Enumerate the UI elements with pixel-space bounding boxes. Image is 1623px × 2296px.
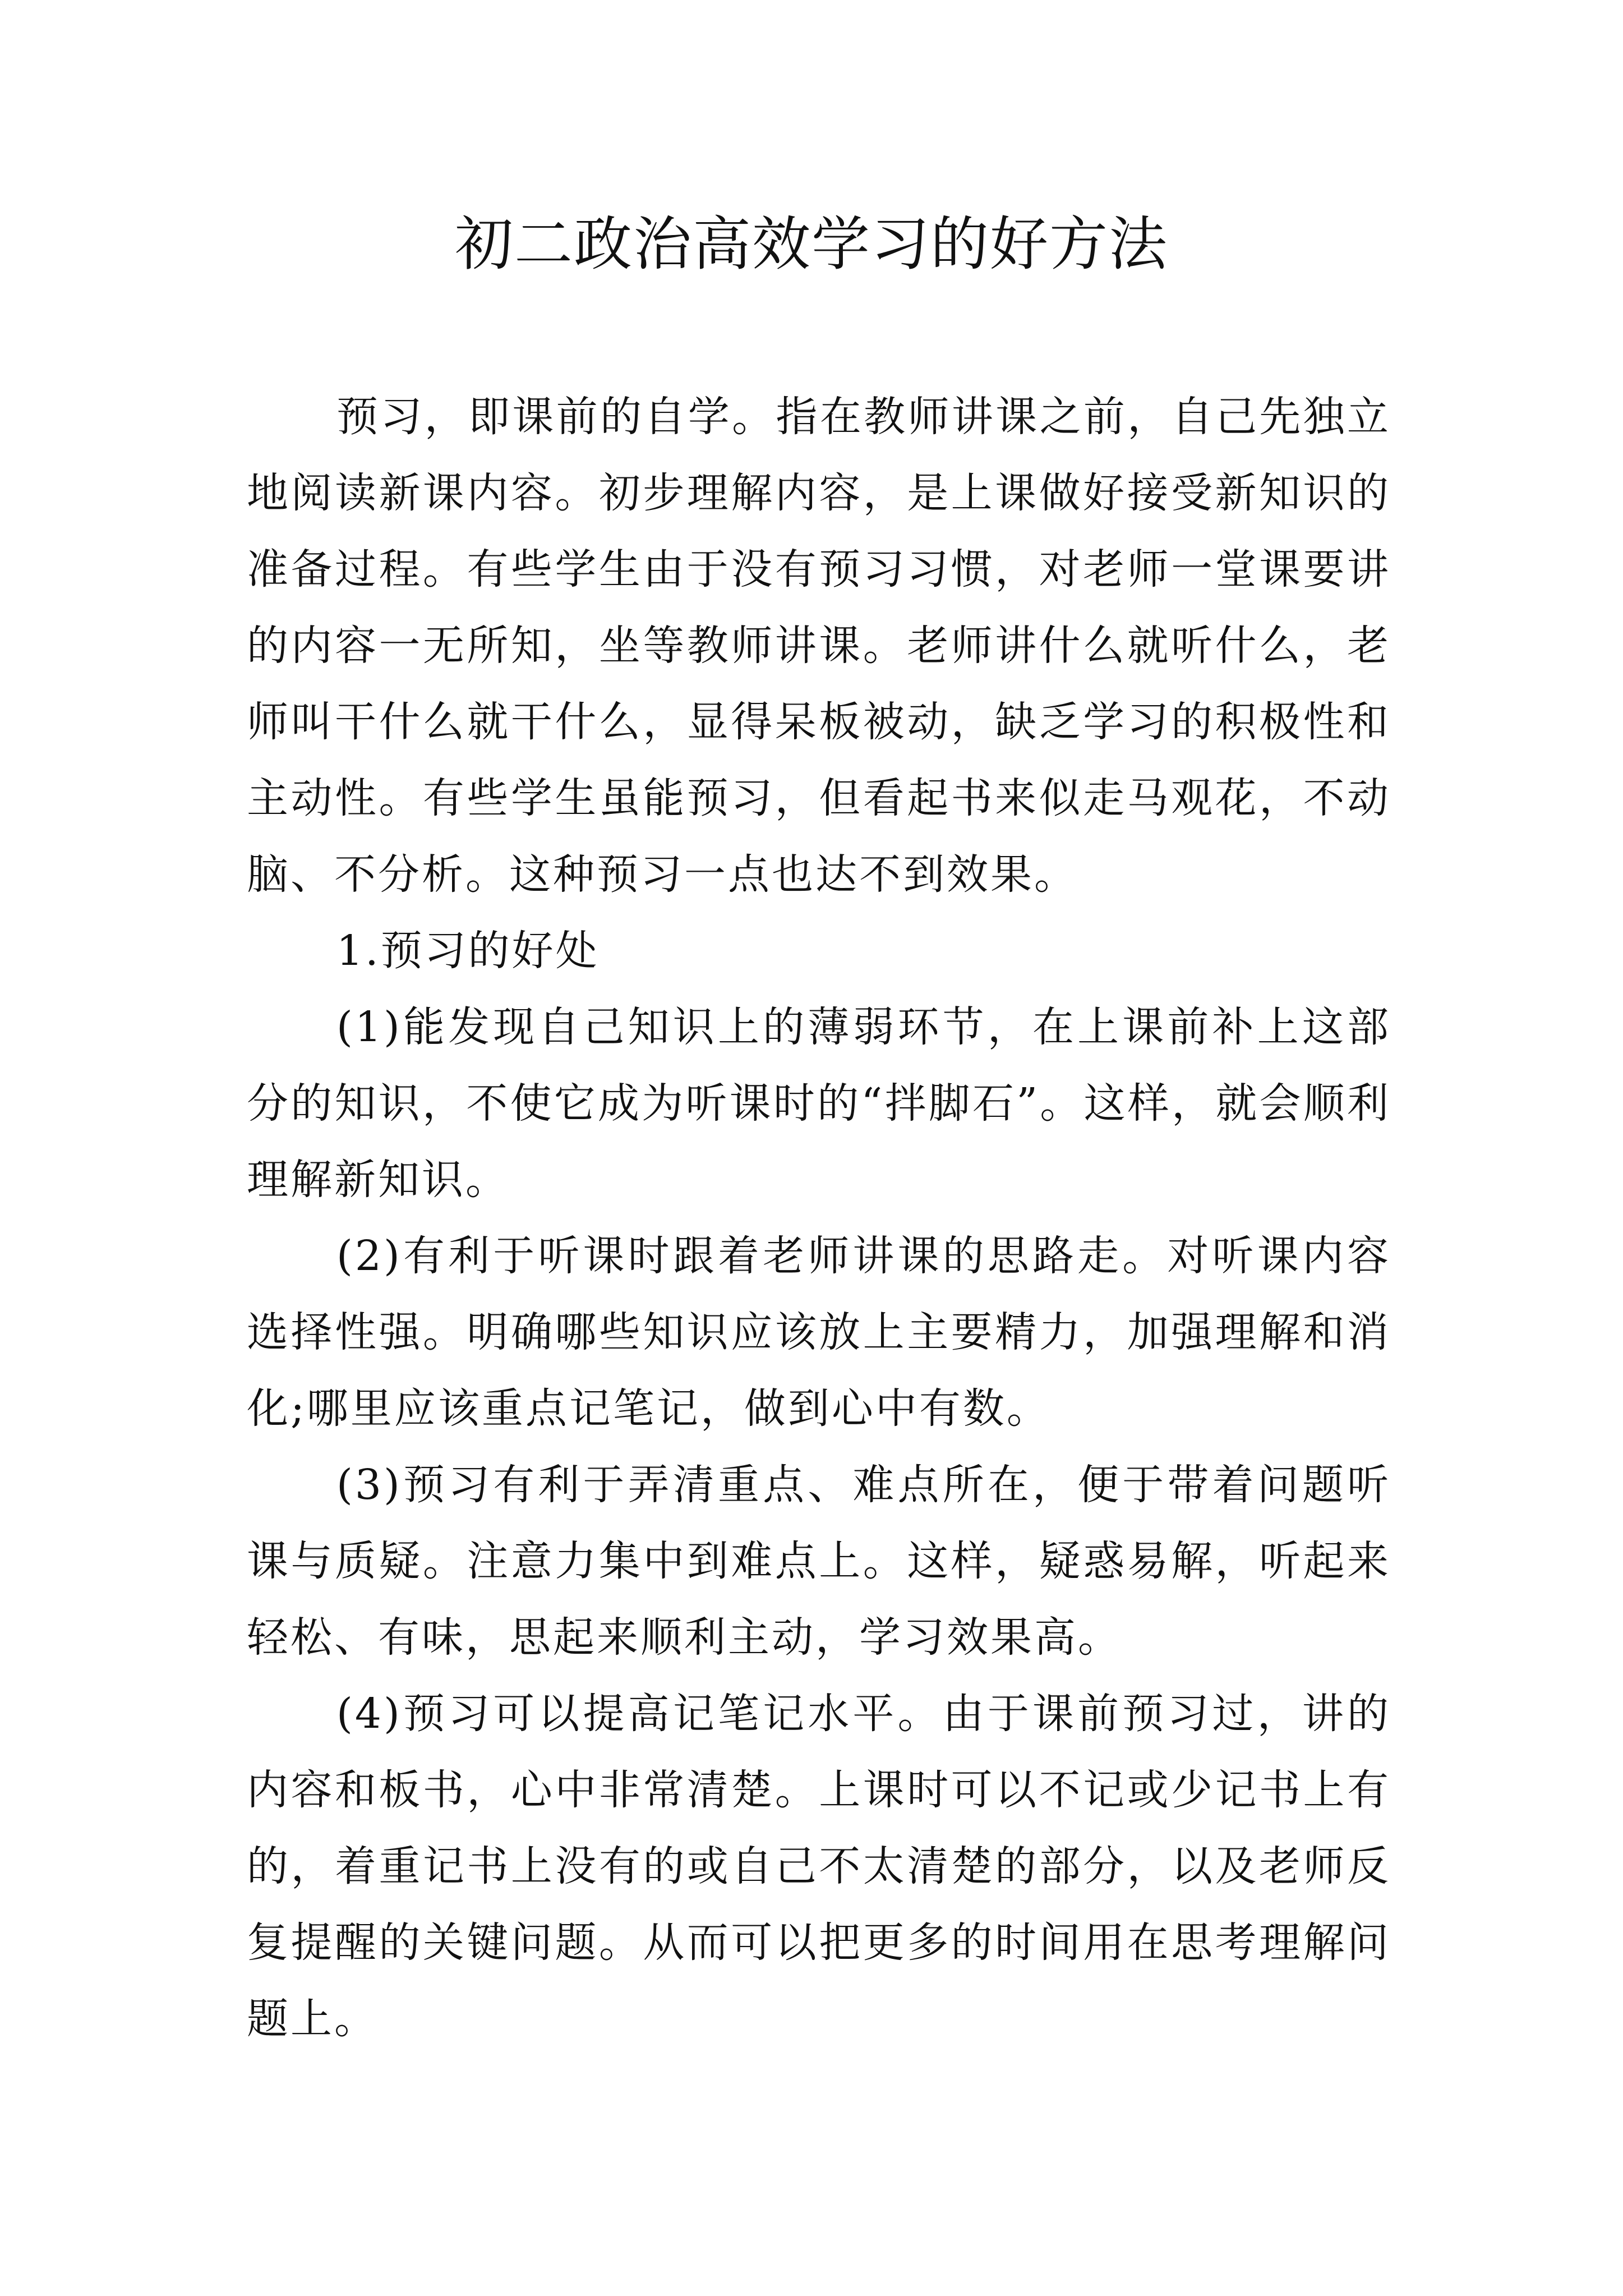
paragraph-benefit-4: (4)预习可以提高记笔记水平。由于课前预习过，讲的内容和板书，心中非常清楚。上课时可以不记或少记书上有的，着重记书上没有的或自己不太清楚的部分，以及老师反复提醒的关键问题。从而可以把更多的时间用在思考理解问题上。 <box>247 1690 1391 2043</box>
paragraph-benefit-1: (1)能发现自己知识上的薄弱环节，在上课前补上这部分的知识，不使它成为听课时的“拌脚石”。这样，就会顺利理解新知识。 <box>247 1003 1391 1204</box>
document-body <box>247 379 1391 2057</box>
paragraph-benefit-2: (2)有利于听课时跟着老师讲课的思路走。对听课内容选择性强。明确哪些知识应该放上主要精力，加强理解和消化;哪里应该重点记笔记，做到心中有数。 <box>247 1232 1391 1433</box>
section-heading-preview-benefits: 1.预习的好处 <box>336 927 600 975</box>
paragraph-intro: 预习，即课前的自学。指在教师讲课之前，自己先独立地阅读新课内容。初步理解内容，是上课做好接受新知识的准备过程。有些学生由于没有预习习惯，对老师一堂课要讲的内容一无所知，坐等教师讲课。老师讲什么就听什么，老师叫干什么就干什么，显得呆板被动，缺乏学习的积极性和主动性。有些学生虽能预习，但看起书来似走马观花，不动脑、不分析。这种预习一点也达不到效果。 <box>247 393 1391 899</box>
paragraph-benefit-3: (3)预习有利于弄清重点、难点所在，便于带着问题听课与质疑。注意力集中到难点上。这样，疑惑易解，听起来轻松、有味，思起来顺利主动，学习效果高。 <box>247 1461 1391 1662</box>
document-title: 初二政治高效学习的好方法 <box>454 210 1168 278</box>
